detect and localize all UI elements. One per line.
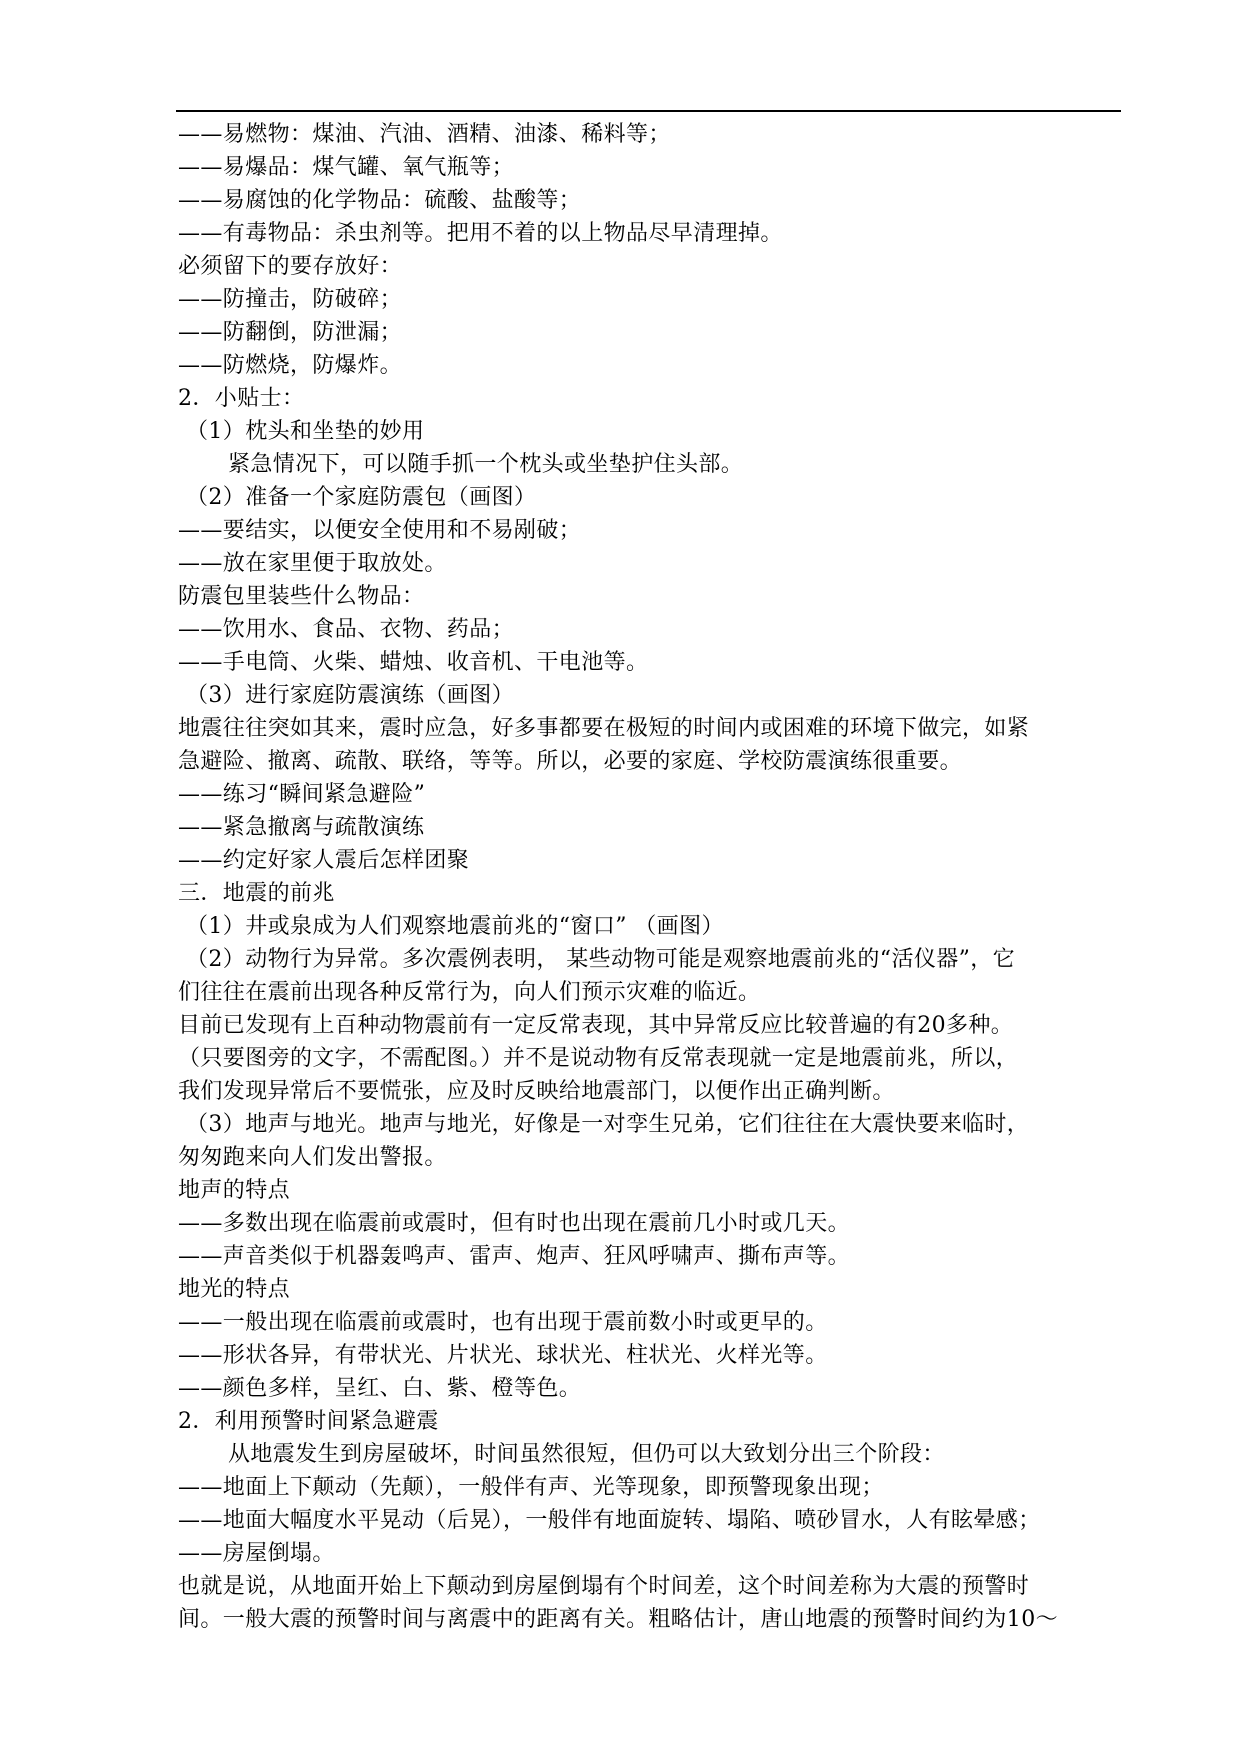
text-line: 紧急情况下，可以随手抓一个枕头或坐垫护住头部。 bbox=[228, 452, 744, 477]
text-line: ——手电筒、火柴、蜡烛、收音机、干电池等。 bbox=[178, 650, 649, 675]
text-line: ——防翻倒，防泄漏； bbox=[178, 320, 403, 345]
text-line: ——颜色多样，呈红、白、紫、橙等色。 bbox=[178, 1376, 582, 1401]
text-line: ——饮用水、食品、衣物、药品； bbox=[178, 617, 515, 642]
text-line: ——一般出现在临震前或震时，也有出现于震前数小时或更早的。 bbox=[178, 1310, 828, 1335]
text-line: ——房屋倒塌。 bbox=[178, 1541, 335, 1566]
text-line: 地震往往突如其来，震时应急，好多事都要在极短的时间内或困难的环境下做完，如紧 bbox=[178, 716, 1030, 741]
text-line: ——要结实，以便安全使用和不易剐破； bbox=[178, 518, 582, 543]
text-line: （3）地声与地光。地声与地光，好像是一对孪生兄弟，它们往往在大震快要来临时， bbox=[186, 1112, 1030, 1137]
text-line: ——紧急撤离与疏散演练 bbox=[178, 815, 425, 840]
text-line: ——约定好家人震后怎样团聚 bbox=[178, 848, 470, 873]
text-line: 2．小贴士： bbox=[178, 386, 305, 411]
text-line: 三．地震的前兆 bbox=[178, 881, 335, 906]
text-line: 防震包里装些什么物品： bbox=[178, 584, 425, 609]
text-line: 地光的特点 bbox=[178, 1277, 291, 1302]
text-line: 从地震发生到房屋破坏，时间虽然很短，但仍可以大致划分出三个阶段： bbox=[228, 1442, 945, 1467]
text-line: 急避险、撤离、疏散、联络，等等。所以，必要的家庭、学校防震演练很重要。 bbox=[178, 749, 963, 774]
text-line: 我们发现异常后不要慌张，应及时反映给地震部门，以便作出正确判断。 bbox=[178, 1079, 895, 1104]
text-line: 也就是说，从地面开始上下颠动到房屋倒塌有个时间差，这个时间差称为大震的预警时 bbox=[178, 1574, 1030, 1599]
text-line: 间。一般大震的预警时间与离震中的距离有关。粗略估计，唐山地震的预警时间约为10～ bbox=[178, 1607, 1058, 1632]
text-line: （1）枕头和坐垫的妙用 bbox=[186, 419, 425, 444]
text-line: 们往往在震前出现各种反常行为，向人们预示灾难的临近。 bbox=[178, 980, 761, 1005]
text-line: 必须留下的要存放好： bbox=[178, 254, 403, 279]
text-line: 目前已发现有上百种动物震前有一定反常表现，其中异常反应比较普遍的有20多种。 bbox=[178, 1013, 1014, 1038]
text-line: ——地面上下颠动（先颠），一般伴有声、光等现象，即预警现象出现； bbox=[178, 1475, 884, 1500]
text-line: ——易燃物：煤油、汽油、酒精、油漆、稀料等； bbox=[178, 122, 671, 147]
text-line: ——易爆品：煤气罐、氧气瓶等； bbox=[178, 155, 515, 180]
text-line: （只要图旁的文字，不需配图。）并不是说动物有反常表现就一定是地震前兆，所以， bbox=[178, 1046, 1019, 1071]
text-line: 2．利用预警时间紧急避震 bbox=[178, 1409, 439, 1434]
document-body bbox=[178, 118, 1128, 1636]
text-line: （1）井或泉成为人们观察地震前兆的“窗口” （画图） bbox=[186, 914, 724, 939]
text-line: ——防撞击，防破碎； bbox=[178, 287, 403, 312]
text-line: ——防燃烧，防爆炸。 bbox=[178, 353, 403, 378]
text-line: （2）动物行为异常。多次震例表明， 某些动物可能是观察地震前兆的“活仪器”，它 bbox=[186, 947, 1016, 972]
text-line: ——地面大幅度水平晃动（后晃），一般伴有地面旋转、塌陷、喷砂冒水，人有眩晕感； bbox=[178, 1508, 1041, 1533]
text-line: ——有毒物品：杀虫剂等。把用不着的以上物品尽早清理掉。 bbox=[178, 221, 783, 246]
text-line: ——声音类似于机器轰鸣声、雷声、炮声、狂风呼啸声、撕布声等。 bbox=[178, 1244, 851, 1269]
text-line: 匆匆跑来向人们发出警报。 bbox=[178, 1145, 447, 1170]
text-line: ——练习“瞬间紧急避险” bbox=[178, 782, 426, 807]
text-line: （3）进行家庭防震演练（画图） bbox=[186, 683, 514, 708]
text-line: （2）准备一个家庭防震包（画图） bbox=[186, 485, 537, 510]
header-rule bbox=[176, 110, 1121, 112]
text-line: ——放在家里便于取放处。 bbox=[178, 551, 447, 576]
text-line: ——形状各异，有带状光、片状光、球状光、柱状光、火样光等。 bbox=[178, 1343, 828, 1368]
text-line: 地声的特点 bbox=[178, 1178, 291, 1203]
text-line: ——易腐蚀的化学物品：硫酸、盐酸等； bbox=[178, 188, 582, 213]
text-line: ——多数出现在临震前或震时，但有时也出现在震前几小时或几天。 bbox=[178, 1211, 851, 1236]
